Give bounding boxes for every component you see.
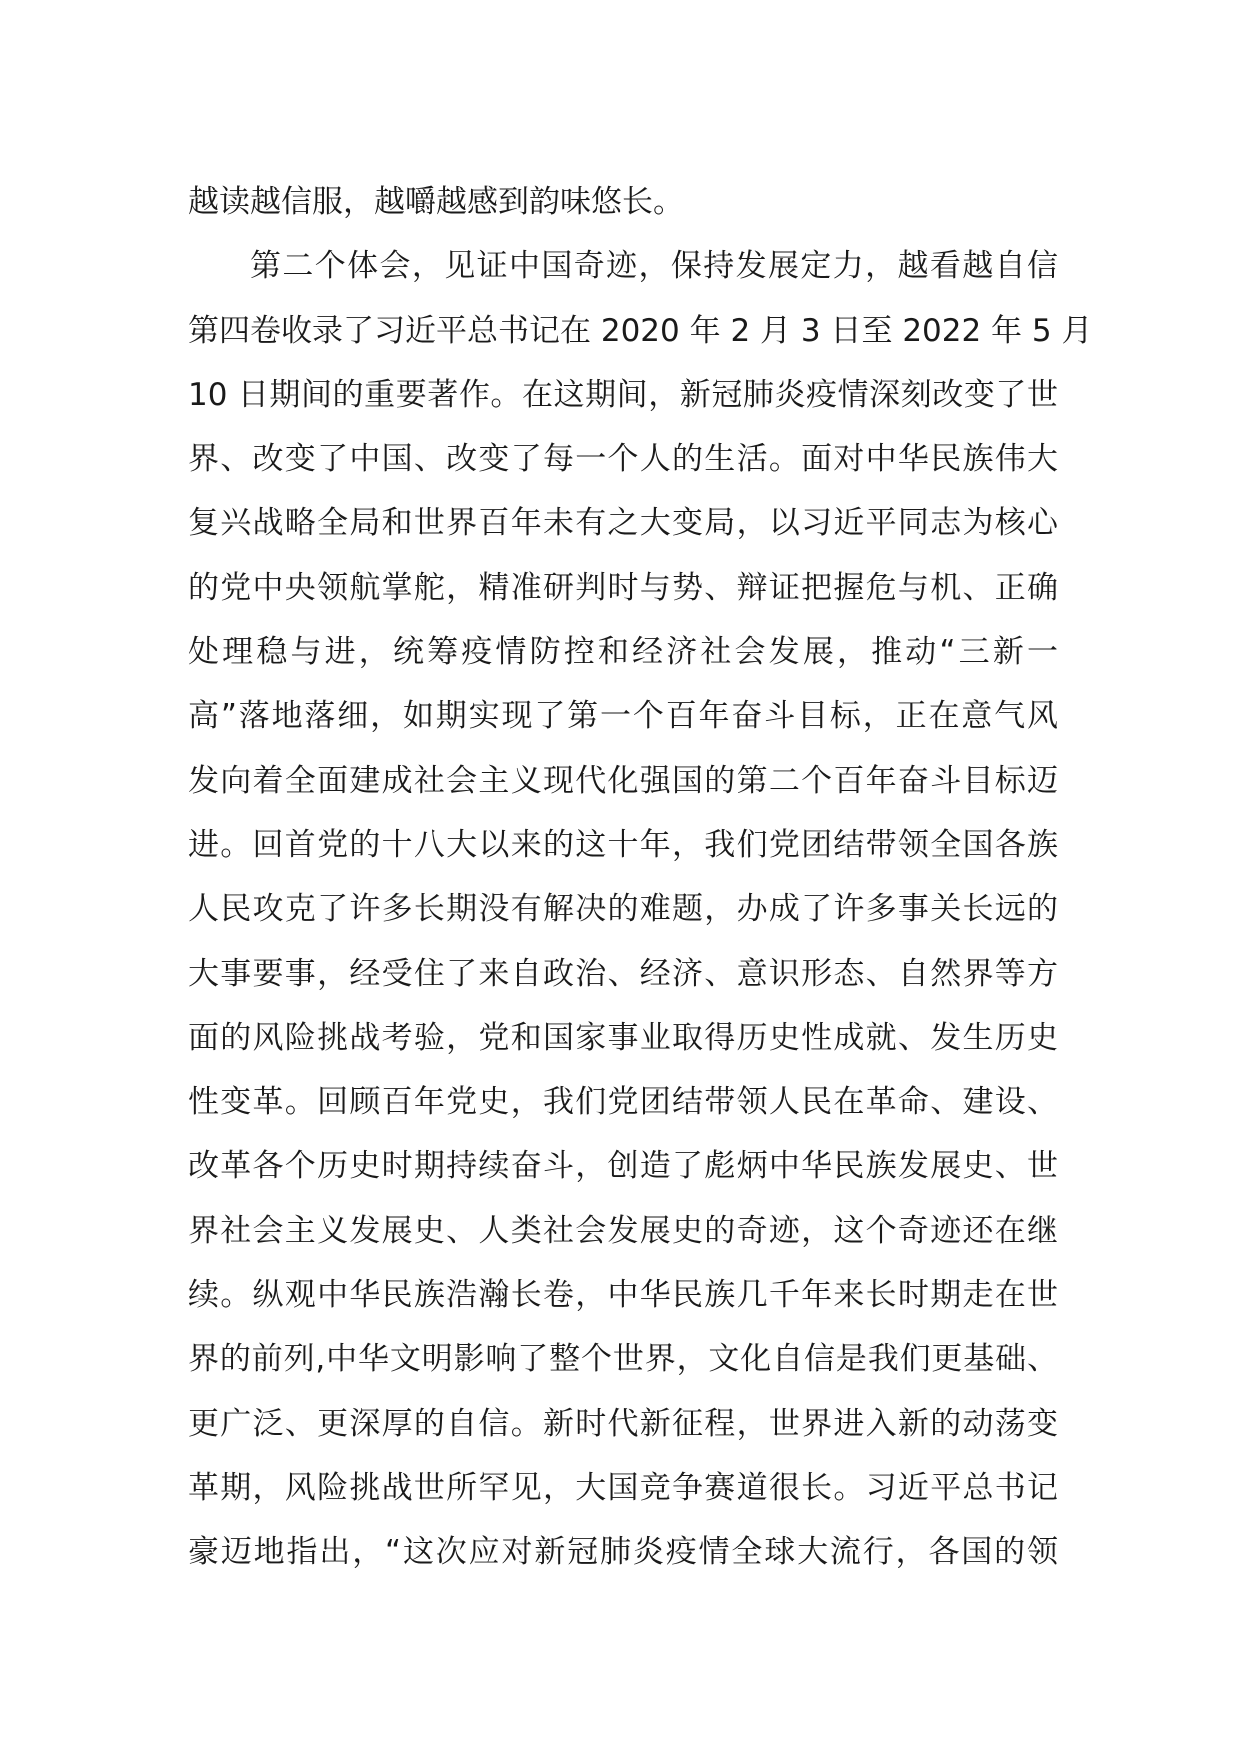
text-line: 改革各个历史时期持续奋斗，创造了彪炳中华民族发展史、世 [188, 1148, 1058, 1185]
text-line: 人民攻克了许多长期没有解决的难题，办成了许多事关长远的 [188, 891, 1058, 928]
text-line: 处理稳与进，统筹疫情防控和经济社会发展，推动“三新一 [188, 634, 1058, 671]
text-line: 界社会主义发展史、人类社会发展史的奇迹，这个奇迹还在继 [188, 1212, 1058, 1249]
text-line: 界的前列,中华文明影响了整个世界，文化自信是我们更基础、 [188, 1341, 1058, 1378]
text-line: 复兴战略全局和世界百年未有之大变局，以习近平同志为核心 [188, 505, 1058, 542]
text-line: 10 日期间的重要著作。在这期间，新冠肺炎疫情深刻改变了世 [188, 376, 1058, 413]
body-text [188, 170, 1093, 1585]
text-line: 第四卷收录了习近平总书记在 2020 年 2 月 3 日至 2022 年 5 月 [188, 312, 1093, 349]
text-line: 进。回首党的十八大以来的这十年，我们党团结带领全国各族 [188, 826, 1058, 863]
text-line: 更广泛、更深厚的自信。新时代新征程，世界进入新的动荡变 [188, 1405, 1058, 1442]
text-line: 续。纵观中华民族浩瀚长卷，中华民族几千年来长时期走在世 [188, 1277, 1058, 1314]
text-line: 越读越信服，越嚼越感到韵味悠长。 [188, 184, 684, 220]
text-line: 发向着全面建成社会主义现代化强国的第二个百年奋斗目标迈 [188, 762, 1058, 799]
text-line: 革期，风险挑战世所罕见，大国竞争赛道很长。习近平总书记 [188, 1469, 1058, 1506]
text-line: 豪迈地指出，“这次应对新冠肺炎疫情全球大流行，各国的领 [188, 1534, 1058, 1571]
section-heading-line: 第二个体会，见证中国奇迹，保持发展定力，越看越自信 [250, 248, 1058, 285]
text-line: 的党中央领航掌舵，精准研判时与势、辩证把握危与机、正确 [188, 569, 1058, 606]
text-line: 高”落地落细，如期实现了第一个百年奋斗目标，正在意气风 [188, 698, 1058, 735]
text-line: 面的风险挑战考验，党和国家事业取得历史性成就、发生历史 [188, 1019, 1058, 1056]
text-line: 界、改变了中国、改变了每一个人的生活。面对中华民族伟大 [188, 441, 1058, 478]
text-line: 大事要事，经受住了来自政治、经济、意识形态、自然界等方 [188, 955, 1058, 992]
text-line: 性变革。回顾百年党史，我们党团结带领人民在革命、建设、 [188, 1084, 1058, 1121]
